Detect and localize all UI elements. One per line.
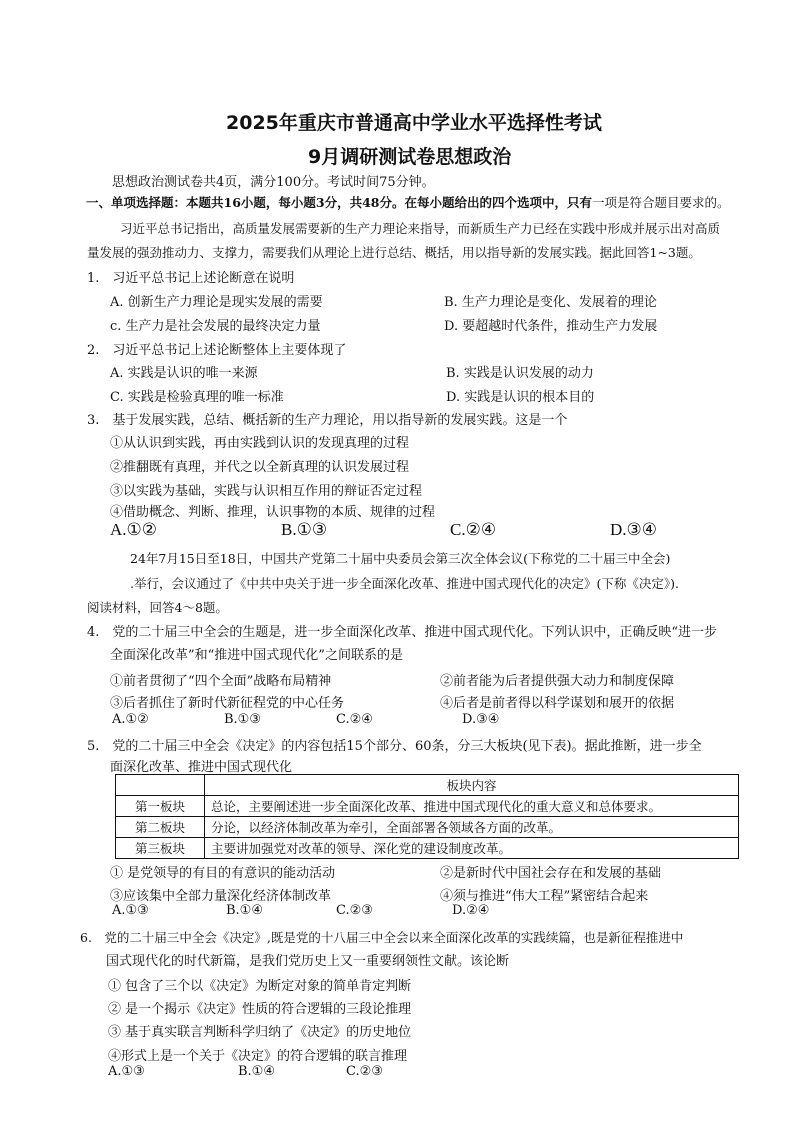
material-2-line-2: .举行，会议通过了《中共中央关于进一步全面深化改革、推进中国式现代化的决定》(下称《决定》). <box>130 576 679 591</box>
question-6-option-a[interactable]: A.①③ <box>108 1064 145 1079</box>
question-3-option-b[interactable]: B.①③ <box>281 520 328 539</box>
section-heading <box>86 193 730 211</box>
question-6-option-b[interactable]: B.①④ <box>238 1064 275 1079</box>
material-1-line-2: 量发展的强劲推动力、支撑力，需要我们从理论上进行总结、概括，用以指导新的发展实践。据此回答1~3题。 <box>87 245 701 260</box>
question-1-option-a[interactable]: A. 创新生产力理论是现实发展的需要 <box>110 295 323 310</box>
exam-title: 2025年重庆市普通高中学业水平选择性考试 <box>226 112 602 134</box>
question-5-stem-line-2: 面深化改革、推进中国式现代化 <box>110 760 293 775</box>
question-1-option-c[interactable]: c. 生产力是社会发展的最终决定力量 <box>110 319 321 334</box>
table-row <box>116 838 739 859</box>
question-3-statement-2: ②推翻既有真理，并代之以全新真理的认识发展过程 <box>110 460 410 475</box>
question-5-option-c[interactable]: C.②③ <box>336 903 373 918</box>
question-1-option-d[interactable]: D. 要超越时代条件，推动生产力发展 <box>444 319 658 334</box>
question-3-option-d[interactable]: D.③④ <box>610 520 658 539</box>
question-5-statement-2: ②是新时代中国社会存在和发展的基础 <box>440 866 662 881</box>
question-4-statement-2: ②前者能为后者提供强大动力和制度保障 <box>440 674 675 689</box>
table-header-row <box>116 775 739 796</box>
question-6-option-c[interactable]: C.②③ <box>346 1064 383 1079</box>
plate-content-table <box>115 774 739 859</box>
material-1-line-1: 习近平总书记指出，高质量发展需要新的生产力理论来指导，而新质生产力已经在实践中形成并展示出对高质 <box>120 221 721 236</box>
question-3-statement-1: ①从认识到实践，再由实践到认识的发现真理的过程 <box>110 436 410 451</box>
question-6-stem-line-1: 6. 党的二十届三中全会《决定》,既是党的十八届三中全会以来全面深化改革的实践续篇，也是新征程推进中 <box>80 930 684 945</box>
question-6-statement-3: ③ 基于真实联言判断科学归纳了《决定》的历史地位 <box>108 1025 412 1040</box>
section-heading-rest: 一项是符合题目要求的。 <box>592 195 730 210</box>
table-cell-block-content: 主要讲加强党对改革的领导、深化党的建设制度改革。 <box>205 838 739 859</box>
question-6-statement-1: ① 包含了三个以《决定》为断定对象的简单肯定判断 <box>108 979 412 994</box>
material-2-line-3: 阅读材料，回答4～8题。 <box>87 600 228 615</box>
question-3-option-a[interactable]: A.①② <box>110 520 158 539</box>
question-4-option-a[interactable]: A.①② <box>112 712 149 727</box>
question-6-statement-2: ② 是一个揭示《决定》性质的符合逻辑的三段论推理 <box>108 1002 412 1017</box>
table-header-cell: 板块内容 <box>205 775 739 796</box>
question-1-stem: 1. 习近平总书记上述论断意在说明 <box>87 271 295 286</box>
question-4-stem-line-2: 全面深化改革”和“推进中国式现代化”之间联系的是 <box>110 648 403 663</box>
question-3-stem: 3. 基于发展实践，总结、概括新的生产力理论，用以指导新的发展实践。这是一个 <box>87 413 568 428</box>
question-5-option-a[interactable]: A.①③ <box>112 903 149 918</box>
question-3-statement-4: ④借助概念、判断、推理，认识事物的本质、规律的过程 <box>110 505 436 520</box>
question-3-option-c[interactable]: C.②④ <box>450 520 497 539</box>
question-5-statement-1: ① 是党领导的有目的有意识的能动活动 <box>110 866 336 881</box>
question-4-stem-line-1: 4. 党的二十届三中全会的生题是，进一步全面深化改革、推进中国式现代化。下列认识中，正确反映“进一步 <box>87 625 718 640</box>
exam-intro: 思想政治测试卷共4页，满分100分。考试时间75分钟。 <box>112 175 435 190</box>
question-5-statement-3: ③应该集中全部力量深化经济体制改革 <box>110 889 332 904</box>
question-4-option-b[interactable]: B.①③ <box>224 712 261 727</box>
table-header-empty <box>116 775 205 796</box>
question-4-statement-4: ④后者是前者得以科学谋划和展开的依据 <box>440 696 675 711</box>
question-6-stem-line-2: 国式现代化的时代新篇，是我们党历史上又一重要纲领性文献。该论断 <box>106 954 510 969</box>
table-cell-block-name: 第二板块 <box>116 817 205 838</box>
question-5-option-b[interactable]: B.①④ <box>226 903 263 918</box>
exam-subtitle: 9月调研测试卷思想政治 <box>308 146 512 168</box>
question-2-option-d[interactable]: D. 实践是认识的根本目的 <box>446 390 595 405</box>
question-2-option-c[interactable]: C. 实践是检验真理的唯一标准 <box>110 390 284 405</box>
question-2-option-b[interactable]: B. 实践是认识发展的动力 <box>446 366 594 381</box>
table-row <box>116 817 739 838</box>
table-cell-block-name: 第一板块 <box>116 796 205 817</box>
table-cell-block-name: 第三板块 <box>116 838 205 859</box>
question-3-statement-3: ③以实践为基础，实践与认识相互作用的辩证否定过程 <box>110 484 423 499</box>
section-heading-label: 一、单项选择题：本题共16小题，每小题3分，共48分。在每小题给出的四个选项中，只有 <box>86 195 592 210</box>
question-4-option-c[interactable]: C.②④ <box>336 712 373 727</box>
question-4-statement-3: ③后者抓住了新时代新征程党的中心任务 <box>110 696 345 711</box>
question-1-option-b[interactable]: B. 生产力理论是变化、发展着的理论 <box>444 295 657 310</box>
question-5-option-d[interactable]: D.②④ <box>452 903 490 918</box>
question-4-statement-1: ①前者贯彻了“四个全面”战略布局精神 <box>110 674 332 689</box>
table-row <box>116 796 739 817</box>
question-5-statement-4: ④须与推进“伟大工程”紧密结合起来 <box>440 889 649 904</box>
question-5-stem-line-1: 5. 党的二十届三中全会《决定》的内容包括15个部分、60条，分三大板块(见下表)。据此推断，进一步全 <box>87 739 702 754</box>
question-2-stem: 2. 习近平总书记上述论断整体上主要体现了 <box>87 343 347 358</box>
table-cell-block-content: 总论，主要阐述进一步全面深化改革、推进中国式现代化的重大意义和总体要求。 <box>205 796 739 817</box>
question-2-option-a[interactable]: A. 实践是认识的唯一来源 <box>110 366 258 381</box>
question-6-statement-4: ④形式上是一个关于《决定》的符合逻辑的联言推理 <box>108 1049 408 1064</box>
question-4-option-d[interactable]: D.③④ <box>462 712 500 727</box>
material-2-line-1: 24年7月15日至18日，中国共产党第二十届中央委员会第三次全体会议(下称党的二十届三中全会) <box>130 551 671 566</box>
table-cell-block-content: 分论，以经济体制改革为牵引，全面部署各领域各方面的改革。 <box>205 817 739 838</box>
